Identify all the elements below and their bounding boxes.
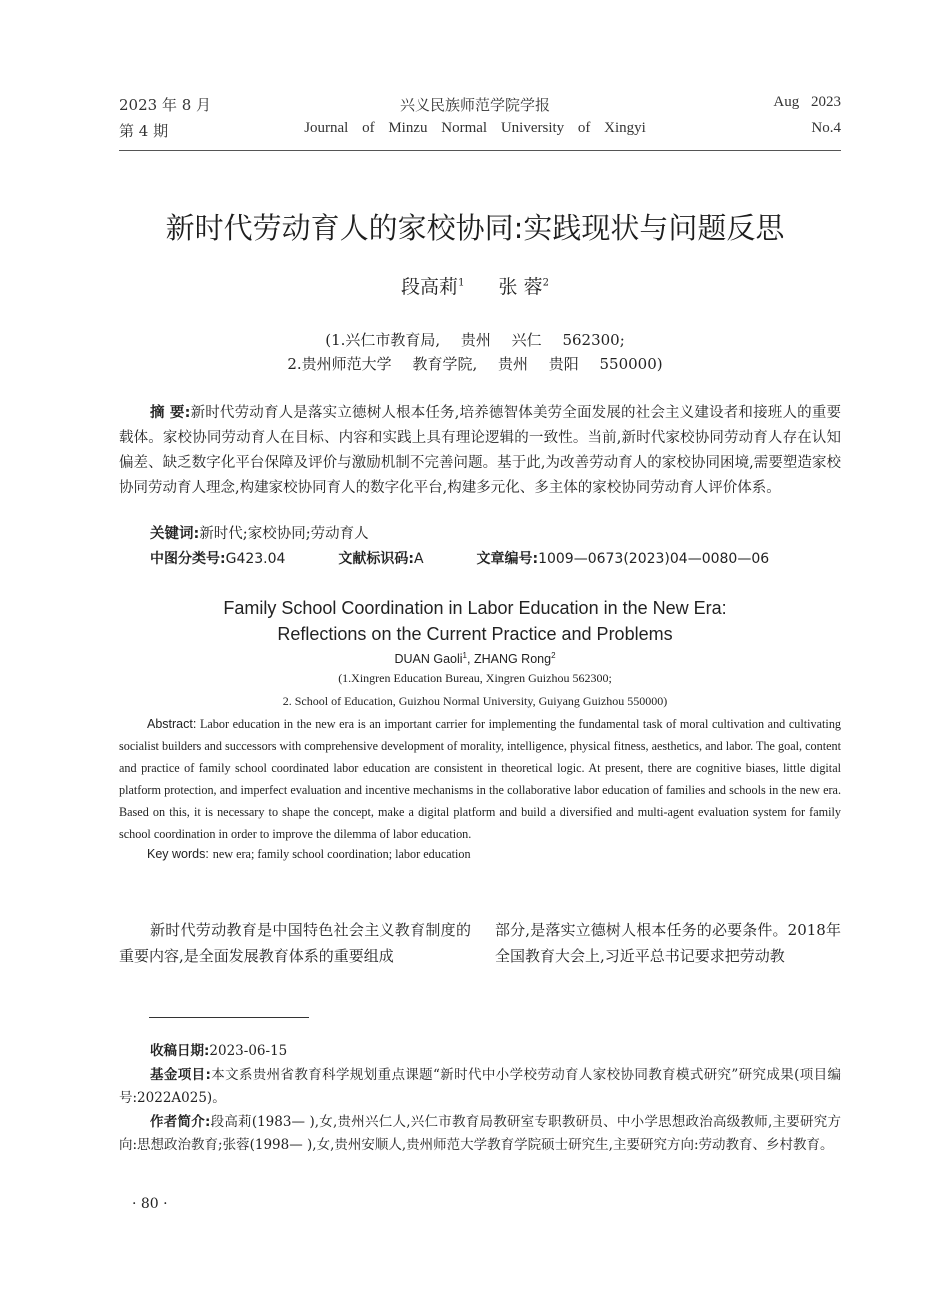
page-title: 新时代劳动育人的家校协同:实践现状与问题反思 — [165, 211, 785, 245]
footnote-bio — [119, 1111, 841, 1157]
abstract-cn-text: 新时代劳动育人是落实立德树人根本任务,培养德智体美劳全面发展的社会主义建设者和接班人的重要载体。家校协同劳动育人在目标、内容和实践上具有理论逻辑的一致性。当前,新时代家校协同劳动育人存在认知偏差、缺乏数字化平台保障及评价与激励机制不完善问题。基于此,为改善劳动育人的家校协同困境,需要塑造家校协同劳动育人理念,构建家校协同育人的数字化平台,构建多元化、多主体的家校协同劳动育人评价体系。 — [119, 405, 841, 496]
header-date-en: Aug 2023 — [773, 94, 841, 110]
header-date-cn: 2023 年 8 月 — [119, 96, 212, 114]
footnote-fund — [119, 1064, 841, 1110]
clc-label: 中图分类号: — [150, 551, 226, 567]
header-issue-en: No.4 — [811, 120, 841, 136]
english-affiliation-1: (1.Xingren Education Bureau, Xingren Guizhou 562300; — [338, 671, 612, 685]
english-abstract-text: Labor education in the new era is an important carrier for implementing the fundamental task of moral cultivation and cultivating socialist builders and successors with comprehensive development of morality, intelligence, physical fitness, aesthetics, and labor. The goal, content and practice of family school coordinated labor education are consistent in theoretical logic. At present, there are cognitive biases, little digital platform protection, and imperfect evaluation and incentive mechanisms in the collaborative labor education of families and schools in the new era. Based on this, it is necessary to shape the concept, make a digital platform and build a diversified and multi-agent evaluation system for family school coordination in order to improve the dilemma of labor education. — [119, 717, 842, 841]
article-value: 1009—0673(2023)04—0080—06 — [538, 551, 770, 567]
affiliation-1: (1.兴仁市教育局, 贵州 兴仁 562300; — [325, 331, 625, 349]
affiliation-2: 2.贵州师范大学 教育学院, 贵州 贵阳 550000) — [287, 355, 663, 373]
received-value: 2023-06-15 — [209, 1043, 288, 1059]
author-2: 张 蓉 — [498, 276, 543, 298]
english-author-2-sup: 2 — [551, 651, 556, 660]
english-title-2: Reflections on the Current Practice and Problems — [277, 624, 673, 644]
page-number: · 80 · — [132, 1196, 168, 1212]
english-author-1-sup: 1 — [462, 651, 467, 660]
bio-label: 作者简介: — [150, 1114, 211, 1130]
classification-line — [150, 548, 769, 568]
english-abstract-label: Abstract: — [147, 717, 197, 731]
english-authors: DUAN Gaoli$^1$, ZHANG Rong$^2$ — [394, 651, 556, 667]
abstract-cn-label: 摘 要: — [150, 405, 191, 421]
footnote-received — [150, 1040, 840, 1063]
header-journal-cn: 兴义民族师范学院学报 — [399, 96, 550, 114]
english-keywords-label: Key words: — [147, 847, 209, 861]
english-affiliation-2: 2. School of Education, Guizhou Normal University, Guiyang Guizhou 550000) — [282, 694, 668, 708]
keywords-cn — [150, 522, 840, 547]
author-1: 段高莉 — [401, 276, 459, 298]
english-title-1: Family School Coordination in Labor Education in the New Era: — [223, 598, 727, 618]
english-keywords — [147, 847, 471, 862]
bio-value: 段高莉(1983— ),女,贵州兴仁人,兴仁市教育局教研室专职教研员、中小学思想政治高级教师,主要研究方向:思想政治教育;张蓉(1998— ),女,贵州安顺人,贵州师范大学教育学院硕士研究生,主要研究方向:劳动教育、乡村教育。 — [119, 1114, 841, 1153]
body-column-2: 部分,是落实立德树人根本任务的必要条件。2018年全国教育大会上,习近平总书记要求把劳动教 — [495, 921, 841, 965]
author-1-sup: 1 — [458, 277, 465, 289]
english-author-1: DUAN Gaoli — [394, 652, 463, 667]
fund-label: 基金项目: — [150, 1067, 211, 1083]
header-journal-en: Journal of Minzu Normal University of Xingyi — [304, 120, 646, 136]
keywords-cn-label: 关键词: — [150, 526, 200, 542]
keywords-cn-text: 新时代;家校协同;劳动育人 — [199, 526, 369, 542]
fund-value: 本文系贵州省教育科学规划重点课题“新时代中小学校劳动育人家校协同教育模式研究”研究成果(项目编号:2022A025)。 — [119, 1067, 841, 1106]
english-abstract — [119, 713, 841, 845]
english-keywords-text: new era; family school coordination; labor education — [212, 847, 471, 861]
doc-value: A — [413, 551, 424, 567]
header-issue-cn: 第 4 期 — [119, 122, 169, 140]
body-column-1: 新时代劳动教育是中国特色社会主义教育制度的重要内容,是全面发展教育体系的重要组成 — [119, 921, 471, 965]
author-2-sup: 2 — [542, 277, 549, 289]
authors-line — [0, 272, 950, 299]
received-label: 收稿日期: — [150, 1043, 210, 1059]
abstract-cn — [119, 401, 841, 501]
article-label: 文章编号: — [476, 551, 539, 567]
footnote-rule — [149, 1017, 309, 1018]
english-author-2: ZHANG Rong — [473, 652, 552, 667]
doc-label: 文献标识码: — [338, 551, 414, 567]
header-rule — [119, 150, 841, 151]
clc-value: G423.04 — [225, 551, 286, 567]
